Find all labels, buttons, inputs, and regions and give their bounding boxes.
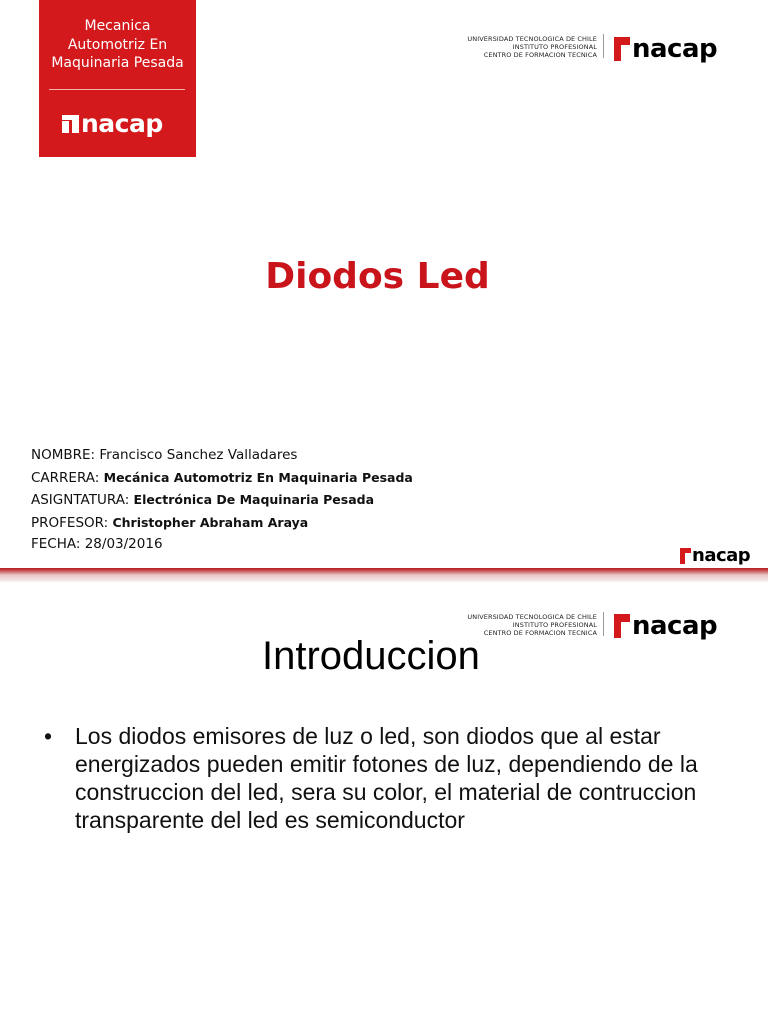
inacap-logo (614, 35, 717, 63)
info-label: FECHA: (31, 536, 81, 552)
bullet-item (44, 722, 724, 834)
inacap-mark-icon (680, 548, 691, 564)
institution-line-2: INSTITUTO PROFESIONAL (512, 621, 597, 629)
program-line-2: Automotriz En (67, 36, 168, 53)
card-divider (49, 89, 185, 90)
institution-lines (467, 35, 597, 59)
info-value: Christopher Abraham Araya (112, 514, 309, 530)
header-separator (603, 34, 604, 58)
inacap-mark-icon (62, 115, 79, 133)
slide-separator (0, 568, 768, 582)
institution-line-1: UNIVERSIDAD TECNOLOGICA DE CHILE (467, 613, 597, 621)
info-value: Electrónica De Maquinaria Pesada (133, 492, 375, 507)
info-row-career (31, 467, 413, 490)
institution-line-2: INSTITUTO PROFESIONAL (512, 43, 597, 51)
student-info (31, 445, 413, 556)
bullet-list (44, 722, 724, 834)
program-line-3: Maquinaria Pesada (51, 55, 184, 71)
bullet-icon: • (44, 723, 53, 749)
inacap-mark-icon (614, 614, 630, 638)
info-value: Francisco Sanchez Valladares (99, 447, 298, 463)
program-card (39, 0, 196, 157)
institution-line-3: CENTRO DE FORMACION TECNICA (483, 51, 597, 59)
inacap-mark-icon (614, 37, 630, 61)
institution-line-1: UNIVERSIDAD TECNOLOGICA DE CHILE (467, 35, 597, 43)
info-row-date (31, 534, 413, 556)
logo-wordmark: nacap (632, 34, 718, 64)
info-label: PROFESOR: (31, 514, 109, 531)
info-row-subject (31, 489, 413, 512)
inacap-logo (614, 612, 717, 640)
info-row-teacher (31, 512, 413, 535)
info-label: ASIGNTATURA: (31, 492, 130, 508)
logo-wordmark: nacap (81, 109, 163, 138)
presentation-title: Diodos Led (265, 256, 490, 297)
info-row-name (31, 445, 413, 467)
logo-wordmark: nacap (632, 611, 718, 641)
info-label: NOMBRE: (31, 447, 96, 463)
info-value: 28/03/2016 (84, 536, 163, 552)
institution-line-3: CENTRO DE FORMACION TECNICA (483, 629, 597, 637)
institution-lines (467, 613, 597, 637)
info-label: CARRERA: (31, 469, 100, 486)
logo-wordmark: nacap (692, 545, 751, 566)
content-slide (0, 582, 768, 1024)
slide-title: Introduccion (262, 634, 480, 678)
program-name (39, 17, 196, 73)
header-separator (603, 612, 604, 636)
info-value: Mecánica Automotriz En Maquinaria Pesada (103, 469, 413, 485)
inacap-logo-white (62, 110, 163, 138)
program-line-1: Mecanica (84, 18, 151, 34)
bullet-text: Los diodos emisores de luz o led, son diodos que al estar energizados pueden emitir fotones de luz, dependiendo de la construccion del led, sera su color, el material de contruccion transparente del led es semiconductor (75, 723, 698, 833)
footer-inacap-logo (680, 546, 750, 566)
